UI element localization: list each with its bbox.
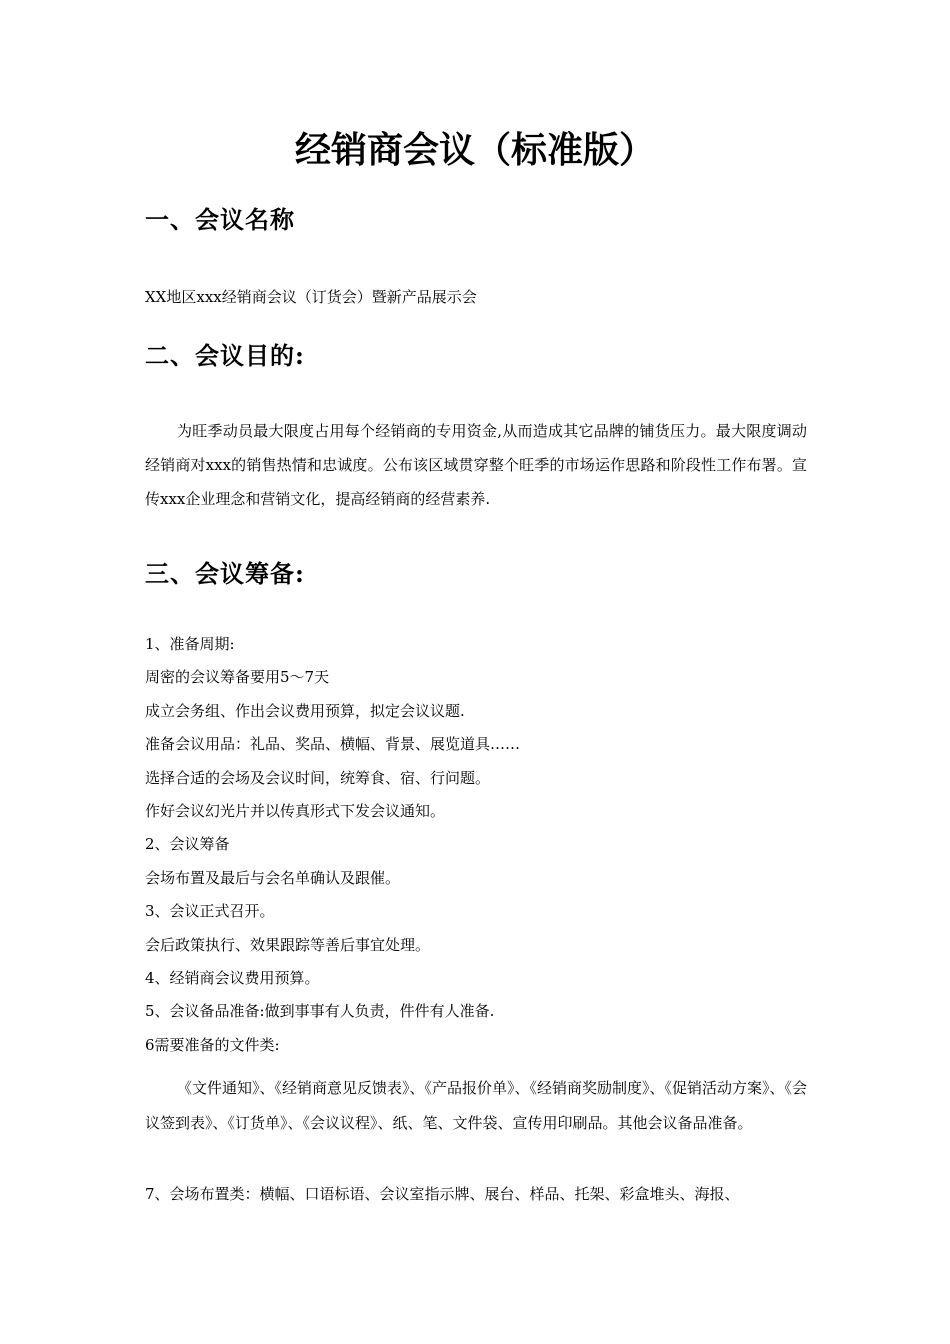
list-item: 5、会议备品准备:做到事事有人负责，件件有人准备. bbox=[145, 1002, 495, 1021]
preparation-list bbox=[145, 634, 807, 1068]
section-heading-meeting-name: 一、会议名称 bbox=[145, 205, 295, 234]
meeting-name-text: XX地区xxx经销商会议（订货会）暨新产品展示会 bbox=[145, 288, 477, 306]
list-item: 准备会议用品：礼品、奖品、横幅、背景、展览道具…… bbox=[145, 735, 521, 754]
list-item: 1、准备周期: bbox=[145, 635, 235, 653]
list-item: 作好会议幻光片并以传真形式下发会议通知。 bbox=[145, 801, 446, 820]
list-item: 6需要准备的文件类: bbox=[145, 1035, 280, 1054]
list-item: 周密的会议筹备要用5～7天 bbox=[145, 668, 330, 687]
venue-layout-line: 7、会场布置类：横幅、口语标语、会议室指示牌、展台、样品、托架、彩盒堆头、海报、 bbox=[145, 1185, 740, 1203]
meeting-purpose-paragraph: 为旺季动员最大限度占用每个经销商的专用资金,从而造成其它品牌的铺货压力。最大限度调动经销商对xxx的销售热情和忠诚度。公布该区域贯穿整个旺季的市场运作思路和阶段性工作布署。宣传xxx企业理念和营销文化，提高经销商的经营素养. bbox=[145, 422, 807, 508]
list-item: 3、会议正式召开。 bbox=[145, 902, 275, 921]
list-item: 会后政策执行、效果跟踪等善后事宜处理。 bbox=[145, 935, 431, 954]
list-item: 2、会议筹备 bbox=[145, 835, 230, 854]
list-item: 会场布置及最后与会名单确认及跟催。 bbox=[145, 868, 401, 887]
list-item: 4、经销商会议费用预算。 bbox=[145, 968, 320, 987]
section-heading-meeting-purpose: 二、会议目的: bbox=[145, 341, 305, 370]
list-item: 成立会务组、作出会议费用预算，拟定会议议题. bbox=[145, 701, 465, 720]
section-heading-meeting-preparation: 三、会议筹备: bbox=[145, 559, 305, 588]
required-files-paragraph: 《文件通知》、《经销商意见反馈表》、《产品报价单》、《经销商奖励制度》、《促销活动方案》、《会议签到表》、《订货单》、《会议议程》、纸、笔、文件袋、宣传用印刷品。其他会议备品准备。 bbox=[145, 1079, 808, 1132]
list-item: 选择合适的会场及会议时间，统筹食、宿、行问题。 bbox=[145, 768, 491, 787]
document-title: 经销商会议（标准版） bbox=[294, 129, 655, 171]
